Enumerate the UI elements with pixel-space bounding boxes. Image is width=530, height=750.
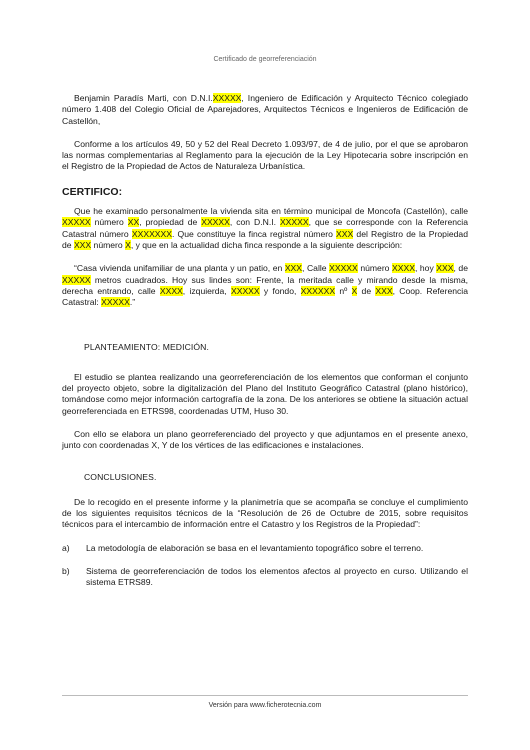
list-marker: b) [62, 566, 70, 577]
section-heading-planteamiento: PLANTEAMIENTO: MEDICIÓN. [84, 342, 209, 353]
property-paragraph: Que he examinado personalmente la vivienda sita en término municipal de Moncofa (Castellón), calle XXXXX número XX, propiedad de XXXXX, con D.N.I. XXXXX, que se corresponde con la Referencia Catastral número XXXXXXX. Que constituye la finca registral número XXX del Registro de la Propiedad de XXX número X, y que en la actualidad dicha finca responde a la siguiente descripción: [62, 206, 468, 250]
list-marker: a) [62, 542, 70, 553]
list-item-text: Sistema de georreferenciación de todos los elementos afectos al proyecto en curso. Utilizando el sistema ETRS89. [86, 566, 468, 588]
list-item [62, 566, 468, 589]
page-header: Certificado de georreferenciación [213, 56, 317, 63]
conclusion-paragraph: De lo recogido en el presente informe y la planimetría que se acompaña se concluye el cumplimiento de los siguientes requisitos técnicos de la “Resolución de 26 de Octubre de 2015, sobre requisitos técnicos para el intercambio de información entre el Catastro y los Registros de la Propiedad”: [62, 496, 468, 530]
property-description-quote: “Casa vivienda unifamiliar de una planta y un patio, en XXX, Calle XXXXX número XXXX, hoy XXX, de XXXXX metros cuadrados. Hoy sus lindes son: Frente, la meritada calle y mirando desde la misma, derecha entrando, calle XXXX, izquierda, XXXXX y fondo, XXXXXX nº X de XXX, Coop. Referencia Catastral: XXXXX.” [62, 263, 468, 308]
document-body [62, 93, 468, 601]
certifico-heading: CERTIFICO: [62, 185, 123, 198]
legal-basis-paragraph: Conforme a los artículos 49, 50 y 52 del Real Decreto 1.093/97, de 4 de julio, por el que se aprobaron las normas complementarias al Reglamento para la ejecución de la Ley Hipotecaria sobre inscripción en el Registro de la Propiedad de Actos de Naturaleza Urbanística. [62, 138, 468, 172]
page-footer: Versión para www.ficherotecnia.com [208, 702, 322, 709]
intro-paragraph: Benjamin Paradís Marti, con D.N.I.XXXXX, Ingeniero de Edificación y Arquitecto Técnico colegiado número 1.408 del Colegio Oficial de Aparejadores, Arquitectos Técnicos e Ingenieros de Edificación de Castellón, [62, 93, 469, 126]
footer-divider [62, 695, 468, 696]
plan-paragraph: Con ello se elabora un plano georreferenciado del proyecto y que adjuntamos en el presente anexo, junto con coordenadas X, Y de los vértices de las edificaciones e instalaciones. [62, 428, 468, 451]
study-paragraph: El estudio se plantea realizando una georreferenciación de los elementos que conforman el conjunto del proyecto objeto, sobre la digitalización del Plano del Instituto Geográfico Catastral (plano histórico), tomándose como mejor información cartografía de la zona. De los anteriores se obtiene la situación actual georreferenciada en ETRS98, coordenadas UTM, Huso 30. [62, 371, 468, 416]
list-item [62, 543, 468, 554]
list-item-text: La metodología de elaboración se basa en el levantamiento topográfico sobre el terreno. [86, 542, 424, 553]
section-heading-conclusiones: CONCLUSIONES. [84, 471, 157, 482]
